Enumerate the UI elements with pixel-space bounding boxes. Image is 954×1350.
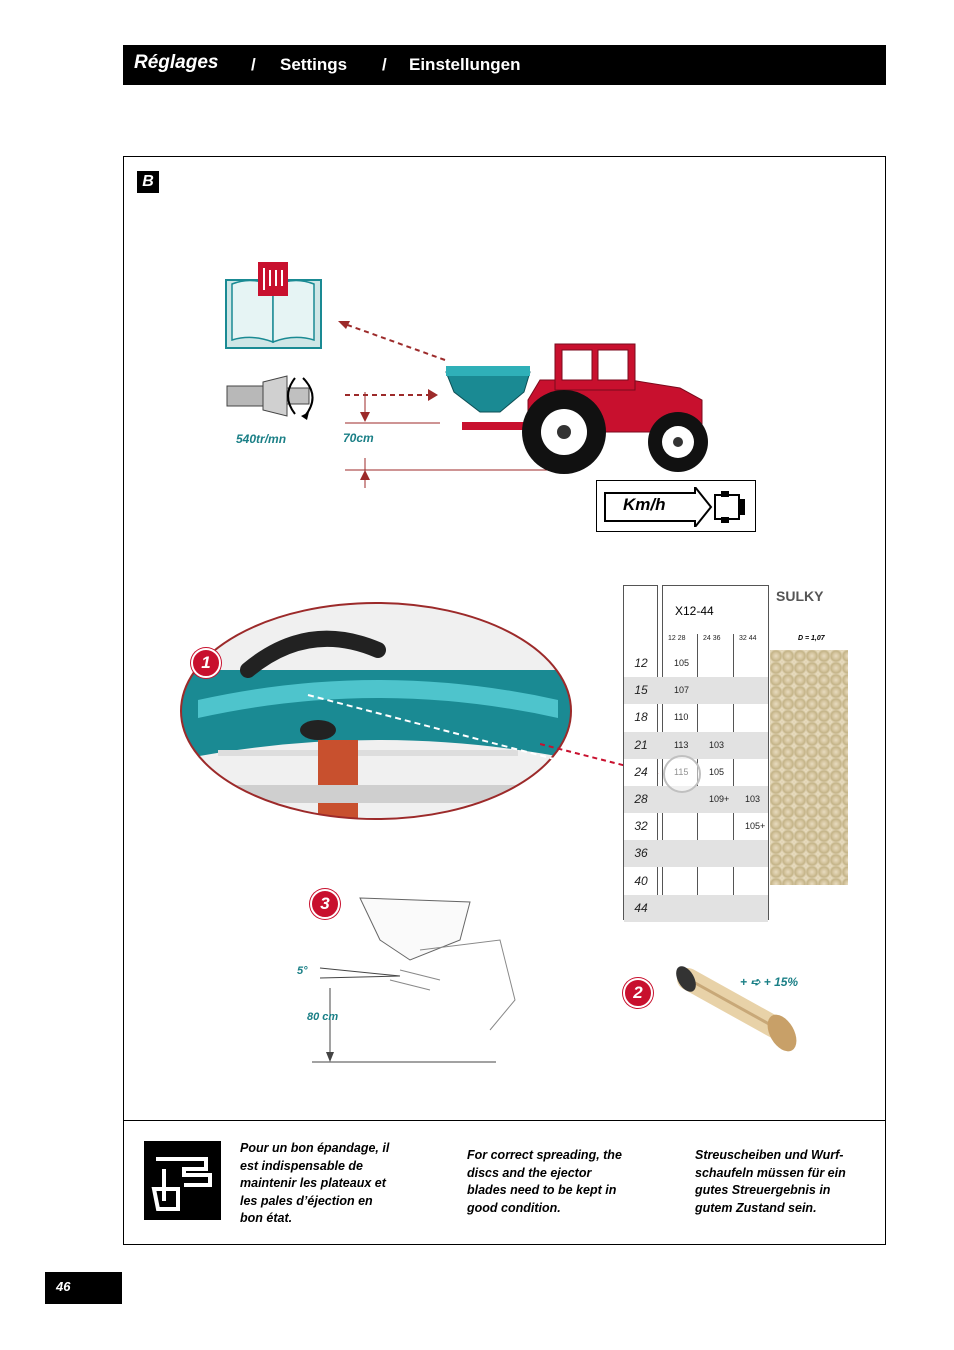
hand-icon [144,1141,221,1220]
divider [123,1120,886,1121]
page-header [123,45,886,85]
header-title-fr: Réglages [134,52,219,73]
pto-shaft-icon [225,372,325,422]
row-width-label: 21 [634,737,648,752]
header-title-de: Einstellungen [409,55,521,74]
note-fr: Pour un bon épandage, il est indispensable de maintenir les plateaux et les pales d’éjection en bon état. [240,1141,390,1225]
page-number: 46 [45,1272,122,1304]
table-cell: 110 [674,712,689,723]
tractor-illustration [440,340,730,475]
table-cell: 113 [674,739,689,750]
header-separator: / [382,55,387,74]
header-separator: / [251,55,256,74]
row-width-label: 40 [634,873,648,888]
column-header: 32 44 [739,635,757,642]
granule-sample [770,650,848,885]
density-label: D = 1,07 [798,635,825,642]
table-cell: 105 [674,658,690,668]
callout-3: 3 [310,889,340,919]
callout-2: 2 [623,978,653,1008]
table-cell: 105+ [745,821,766,832]
setting-scale-detail [178,600,578,825]
row-width-label: 12 [634,656,648,670]
callout-1: 1 [191,648,221,678]
row-width-label: 24 [634,764,648,779]
table-cell: 103 [745,794,761,804]
column-header: 12 28 [668,635,686,642]
table-header [663,586,768,636]
pointing-hand-icon [144,1141,221,1220]
table-cell: 103 [709,739,725,750]
note-en: For correct spreading, the discs and the ejector blades need to be kept in good condition. [467,1148,622,1215]
row-width-label: 18 [634,710,648,725]
section-badge: B [137,171,159,193]
highlight-circle [660,755,704,795]
height-70-label: 70cm [343,431,374,445]
pto-speed-label: 540tr/mn [236,432,287,446]
pto-extension-label: + ➪ + 15% [740,975,799,989]
note-de: Streuscheiben und Wurf- schaufeln müssen für ein gutes Streuergebnis in gutem Zustand sein. [695,1148,846,1215]
model-label: X12-44 [675,604,714,618]
header-title-en: Settings [280,55,348,74]
speed-sign-label: Km/h [623,495,666,514]
row-width-label: 28 [634,792,648,806]
row-width-label: 15 [634,683,648,698]
table-cell: 109+ [709,794,730,804]
speed-sign [596,480,756,532]
manual-book-icon [224,262,324,350]
column-header: 24 36 [703,635,721,642]
height-80-label: 80 cm [307,1011,339,1023]
row-width-label: 36 [634,846,648,861]
row-width-label: 32 [634,819,648,834]
table-cell: 105 [709,766,725,777]
angle-label: 5° [297,965,308,977]
row-width-label: 44 [634,900,648,915]
brand-logo: SULKY [776,588,824,604]
table-cell: 107 [674,685,690,696]
